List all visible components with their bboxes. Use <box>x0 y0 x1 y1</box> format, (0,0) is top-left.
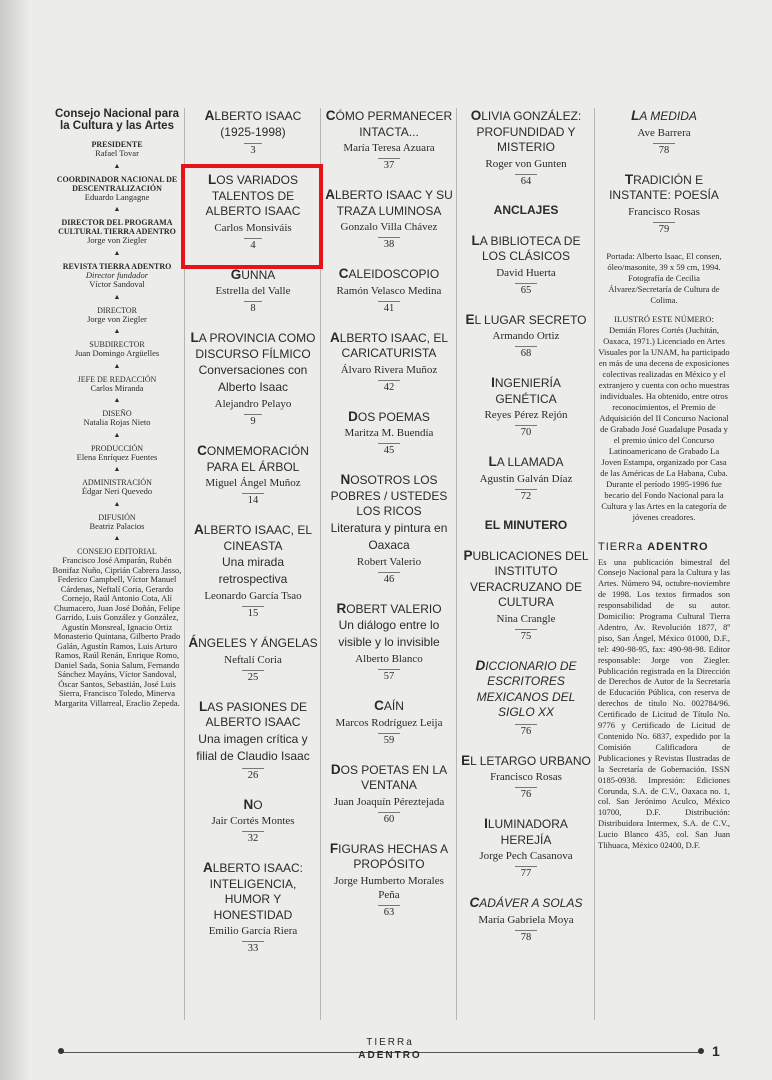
toc-entry <box>460 895 592 945</box>
entry-title: LAS PASIONES DE ALBERTO ISAAC <box>198 698 308 729</box>
separator-dot: ▲ <box>113 248 121 257</box>
section-heading: ANCLAJES <box>493 202 559 217</box>
toc-entry <box>188 108 318 158</box>
entry-title: ALBERTO ISAAC, EL CARICATURISTA <box>329 329 449 360</box>
role-person: Beatriz Palacios <box>89 520 145 531</box>
entry-author: Francisco Rosas <box>628 205 700 218</box>
entry-title: CADÁVER A SOLAS <box>469 895 583 910</box>
toc-entry <box>460 312 592 362</box>
toc-entry <box>188 797 318 847</box>
entry-author: Jorge Pech Casanova <box>479 850 573 862</box>
separator-dot: ▲ <box>113 499 121 508</box>
entry-page: 72 <box>515 489 538 504</box>
page-number: 1 <box>712 1043 720 1059</box>
entry-author: Estrella del Valle <box>215 285 291 297</box>
column-divider <box>456 108 457 1020</box>
entry-page: 45 <box>378 443 401 458</box>
toc-entry <box>188 267 318 317</box>
separator-dot: ▲ <box>113 327 121 335</box>
entry-author: Armando Ortiz <box>492 330 560 342</box>
toc-entry <box>324 698 454 748</box>
entry-author: Juan Joaquín Péreztejada <box>333 795 445 808</box>
role-title: DIFUSIÓN <box>98 512 136 522</box>
entry-page: 8 <box>244 301 261 316</box>
board-members: Francisco José Amparán, Rubén Bonifaz Nuño, Ciprián Cabrera Jasso, Federico Campbell, Víctor Manuel Cárdenas, Neftalí Coria, Gerardo Cornejo, Raúl Antonio Cota, Alí Chumacero, Juan José Doñán, Felipe Garrido, Luis González y González, Agustín Monsreal, Ignacio Ortiz Monasterio Quintana, Gilberto Prado Galán, Agustín Ramos, Luis Arturo Ramos, Raúl Renán, Enrique Romo, Daniel Sada, Sonia Salum, Fernando Sánchez Mayáns, Víctor Sandoval, Óscar Santos, Sebastián, José Luis Sierra, Francisco Toledo, Minerva Margarita Villarreal, Eraclio Zepeda. <box>52 555 182 708</box>
entry-author: Maritza M. Buendía <box>344 427 434 439</box>
toc-entry <box>460 548 592 644</box>
toc-entry <box>324 108 454 173</box>
entry-author: Agustín Galván Díaz <box>479 472 573 485</box>
entry-author: Marcos Rodríguez Leija <box>335 716 443 729</box>
masthead-column <box>52 108 182 708</box>
entry-author: Ave Barrera <box>637 126 691 139</box>
toc-entry <box>598 108 730 158</box>
entry-author: Francisco Rosas <box>490 771 562 783</box>
entry-author: Neftalí Coria <box>224 653 282 666</box>
separator-dot: ▲ <box>113 292 121 301</box>
role-title: PRESIDENTE <box>91 140 143 149</box>
toc-column-3 <box>460 108 592 959</box>
entry-author: María Gabriela Moya <box>478 913 574 926</box>
entry-page: 38 <box>378 237 401 252</box>
separator-dot: ▲ <box>113 534 121 542</box>
role-person: Jorge von Ziegler <box>87 235 147 245</box>
logo-tierra: TIERRa <box>598 540 644 553</box>
role-title: SUBDIRECTOR <box>89 340 145 349</box>
entry-author: Miguel Ángel Muñoz <box>205 477 301 489</box>
section-heading: EL MINUTERO <box>484 517 568 532</box>
separator-dot: ▲ <box>113 430 121 439</box>
entry-title: ALBERTO ISAAC (1925-1998) <box>204 108 302 139</box>
entry-page: 14 <box>242 493 265 508</box>
toc-entry <box>460 233 592 298</box>
role-person: Elena Enríquez Fuentes <box>76 451 158 462</box>
entry-title: CAÍN <box>374 698 404 713</box>
entry-subtitle: Una imagen crítica y filial de Claudio Isaac <box>196 731 310 763</box>
entry-page: 65 <box>515 283 538 298</box>
entry-title: LA BIBLIOTECA DE LOS CLÁSICOS <box>471 232 581 263</box>
entry-page: 4 <box>244 238 261 253</box>
entry-page: 70 <box>515 425 538 440</box>
masthead-title: Consejo Nacional para la Cultura y las Artes <box>55 108 179 132</box>
entry-title: LA MEDIDA <box>631 108 697 123</box>
entry-author: Emilio García Riera <box>208 925 298 937</box>
toc-entry <box>324 762 454 827</box>
separator-dot: ▲ <box>113 465 121 473</box>
entry-author: Jorge Humberto Morales Peña <box>334 874 444 901</box>
toc-column-4-entries <box>598 108 730 237</box>
entry-title: EL LUGAR SECRETO <box>465 311 587 327</box>
entry-title: NOSOTROS LOS POBRES / USTEDES LOS RICOS <box>330 472 448 518</box>
entry-page: 33 <box>242 941 265 956</box>
toc-entry <box>188 330 318 429</box>
entry-page: 15 <box>242 606 265 621</box>
entry-title: INGENIERÍA GENÉTICA <box>491 375 561 406</box>
toc-entry <box>598 172 730 237</box>
highlight-box <box>181 164 323 269</box>
toc-entry <box>324 187 454 252</box>
magazine-logo <box>598 541 730 553</box>
logo-adentro: ADENTRO <box>647 540 709 553</box>
entry-subtitle: Una mirada retrospectiva <box>218 555 288 586</box>
entry-page: 68 <box>515 346 538 361</box>
entry-title: CONMEMORACIÓN PARA EL ÁRBOL <box>197 443 309 474</box>
entry-author: Alberto Blanco <box>355 653 423 665</box>
illustrator-bio: Demián Flores Cortés (Juchitán, Oaxaca, 1971.) Licenciado en Artes Visuales por la UNAM, ha participado en más de una decena de exposiciones colectivas realizadas en México y el extranjero y cuenta con ocho muestras individuales. Ha obtenido, entre otros reconocimientos, el Premio de Adquisición del II Concurso Nacional de Grabado José Guadalupe Posada y el premio único del Concurso Latinoamericano de Grabado La Joven Estampa, organizado por Casa de las Américas de La Habana, Cuba. Durante el período 1995-1996 fue becario del Fondo Nacional para la Cultura y las Artes en la categoría de jóvenes creadores. <box>598 324 730 522</box>
entry-page: 32 <box>242 831 265 846</box>
entry-page: 76 <box>515 787 538 802</box>
entry-author: Carlos Monsiváis <box>214 221 292 234</box>
entry-author: Jair Cortés Montes <box>211 815 295 827</box>
entry-title: ÁNGELES Y ÁNGELAS <box>188 635 318 650</box>
entry-subtitle: Un diálogo entre lo visible y lo invisible <box>338 618 440 649</box>
toc-entry <box>324 330 454 395</box>
role-person: Víctor Sandoval <box>89 279 145 289</box>
entry-page: 9 <box>244 414 261 429</box>
separator-dot: ▲ <box>113 205 121 213</box>
footer-logo-top: TIERRa <box>366 1037 414 1048</box>
entry-title: ALBERTO ISAAC Y SU TRAZA LUMINOSA <box>325 187 453 218</box>
role-person: Édgar Neri Quevedo <box>81 486 153 496</box>
entry-page: 26 <box>242 768 265 783</box>
entry-author: Ramón Velasco Medina <box>336 284 442 297</box>
illustrator-heading: ILUSTRÓ ESTE NÚMERO: <box>614 313 714 324</box>
entry-title: PUBLICACIONES DEL INSTITUTO VERACRUZANO DE CULTURA <box>463 547 589 609</box>
entry-author: María Teresa Azuara <box>343 142 435 154</box>
toc-entry <box>460 658 592 739</box>
footer-logo <box>350 1036 430 1062</box>
role-title: COORDINADOR NACIONAL DE DESCENTRALIZACIÓN <box>56 174 178 193</box>
entry-page: 79 <box>653 222 676 237</box>
entry-page: 78 <box>653 143 676 158</box>
entry-author: Nina Crangle <box>496 612 556 625</box>
entry-subtitle: Literatura y pintura en Oaxaca <box>330 520 448 552</box>
toc-entry <box>188 522 318 621</box>
entry-page: 46 <box>378 572 401 587</box>
entry-page: 64 <box>515 174 538 189</box>
entry-page: 77 <box>515 866 538 881</box>
role-person: Juan Domingo Argüelles <box>74 348 160 358</box>
toc-entry <box>324 409 454 459</box>
toc-entry <box>460 816 592 881</box>
entry-page: 59 <box>378 733 401 748</box>
separator-dot: ▲ <box>113 396 121 404</box>
entry-page: 41 <box>378 301 401 316</box>
entry-title: NO <box>243 796 263 812</box>
board-role: CONSEJO EDITORIAL <box>77 547 157 556</box>
entry-page: 25 <box>242 670 265 685</box>
entry-title: ALBERTO ISAAC: INTELIGENCIA, HUMOR Y HONESTIDAD <box>202 860 303 922</box>
entry-title: TRADICIÓN E INSTANTE: POESÍA <box>609 171 719 202</box>
entry-page: 60 <box>378 812 401 827</box>
toc-entry <box>324 472 454 587</box>
entry-title: EL LETARGO URBANO <box>461 752 591 768</box>
role-title: ADMINISTRACIÓN <box>82 478 152 487</box>
toc-entry <box>188 443 318 508</box>
entry-page: 42 <box>378 380 401 395</box>
toc-entry <box>188 635 318 685</box>
entry-page: 3 <box>244 143 261 158</box>
entry-title: GUNNA <box>230 266 276 282</box>
entry-title: OLIVIA GONZÁLEZ: PROFUNDIDAD Y MISTERIO <box>470 108 582 154</box>
entry-page: 37 <box>378 158 401 173</box>
role-person: Eduardo Langagne <box>84 191 150 202</box>
role-title: PRODUCCIÓN <box>90 443 143 453</box>
role-title: JEFE DE REDACCIÓN <box>77 374 157 384</box>
toc-entry <box>188 699 318 783</box>
entry-title: FIGURAS HECHAS A PROPÓSITO <box>329 840 449 871</box>
role-person: Jorge von Ziegler <box>87 313 147 324</box>
toc-entry <box>460 454 592 504</box>
entry-author: Roger von Gunten <box>485 157 567 170</box>
role-title: DIRECTOR <box>97 305 137 315</box>
entry-title: DICCIONARIO DE ESCRITORES MEXICANOS DEL SIGLO XX <box>475 657 577 719</box>
entry-author: Leonardo García Tsao <box>204 590 302 602</box>
separator-dot: ▲ <box>113 161 121 170</box>
toc-entry <box>460 108 592 189</box>
entry-author: David Huerta <box>496 266 556 279</box>
page-spine-shadow <box>0 0 30 1080</box>
footer-dot <box>698 1048 704 1054</box>
toc-entry <box>460 753 592 803</box>
entry-page: 76 <box>515 724 538 739</box>
entry-title: ILUMINADORA HEREJÍA <box>484 816 568 847</box>
entry-title: CALEIDOSCOPIO <box>338 266 440 281</box>
role-person: Carlos Miranda <box>90 382 144 393</box>
entry-title: ROBERT VALERIO <box>336 600 442 616</box>
entry-author: Reyes Pérez Rejón <box>484 409 568 421</box>
toc-column-2 <box>324 108 454 934</box>
entry-author: Robert Valerio <box>356 555 422 568</box>
toc-entry <box>324 601 454 685</box>
entry-title: LA PROVINCIA COMO DISCURSO FÍLMICO <box>190 330 316 361</box>
cover-credit: Portada: Alberto Isaac, El consen, óleo/masonite, 39 x 59 cm, 1994. Fotografía de Cecilia Álvarez/Secretaría de Cultura de Colima. <box>606 250 722 305</box>
entry-title: DOS POETAS EN LA VENTANA <box>330 761 448 792</box>
entry-page: 75 <box>515 629 538 644</box>
role-title: DIRECTOR DEL PROGRAMA CULTURAL TIERRA ADENTRO <box>58 218 176 236</box>
role-person: Natalia Rojas Nieto <box>83 417 151 427</box>
colophon: Es una publicación bimestral del Consejo Nacional para la Cultura y las Artes. Número 94, octubre-noviembre de 1998. Los textos firmados son responsabilidad de su autor. Domicilio: Programa Cultural Tierra Adentro, Av. Revolución 1877, 8º piso, San Ángel, México 01000, D.F., tel: 490-98-95, fax: 490-98-98. Editor responsable: Jorge von Ziegler. Publicación registrada en la Dirección de Derechos de Autor de la Secretaría de Educación Pública, con reserva de derechos de título No. 002784/96. Certificado de Licitud de Título No. 9776 y Certificado de Licitud de Contenido No. 6837, expedido por la Comisión Calificadora de Publicaciones y Revistas Ilustradas de la Secretaría de Gobernación. ISSN 0185-0938. Impresión: Ediciones Corunda, S.A. de C.V., Oaxaca no. 1, col. San Jerónimo Aculco, México 10700, D.F. Distribución: Distribuidora Intermex, S.A. de C.V., Lucio Blanco 435, col. San Juan Tlihuaca, México 02400, D.F. <box>598 556 730 851</box>
toc-entry <box>324 841 454 920</box>
entry-page: 57 <box>378 669 401 684</box>
entry-page: 63 <box>378 905 401 920</box>
entry-author: Alejandro Pelayo <box>214 398 292 410</box>
entry-title: ALBERTO ISAAC, EL CINEASTA <box>193 522 313 553</box>
entry-subtitle: Conversaciones con Alberto Isaac <box>198 363 308 394</box>
role-person: Rafael Tovar <box>95 148 139 158</box>
footer-dot <box>58 1048 64 1054</box>
masthead-roles <box>52 140 182 531</box>
entry-title: LA LLAMADA <box>488 454 564 469</box>
column-divider <box>594 108 595 1020</box>
entry-author: Gonzalo Villa Chávez <box>340 221 438 233</box>
footer-logo-bottom: ADENTRO <box>358 1050 422 1061</box>
toc-entry <box>460 375 592 440</box>
entry-title: CÓMO PERMANECER INTACTA... <box>325 108 453 139</box>
entry-title: LOS VARIADOS TALENTOS DE ALBERTO ISAAC <box>205 172 301 218</box>
entry-title: DOS POEMAS <box>348 408 430 424</box>
entry-page: 78 <box>515 930 538 945</box>
role-title: REVISTA TIERRA ADENTRO <box>62 261 172 271</box>
separator-dot: ▲ <box>113 361 121 370</box>
role-title: DISEÑO <box>102 409 132 418</box>
entry-author: Álvaro Rivera Muñoz <box>340 363 438 376</box>
role-person: Director fundador <box>85 269 149 280</box>
toc-entry <box>324 266 454 316</box>
toc-column-4 <box>598 108 730 851</box>
toc-entry <box>188 860 318 956</box>
